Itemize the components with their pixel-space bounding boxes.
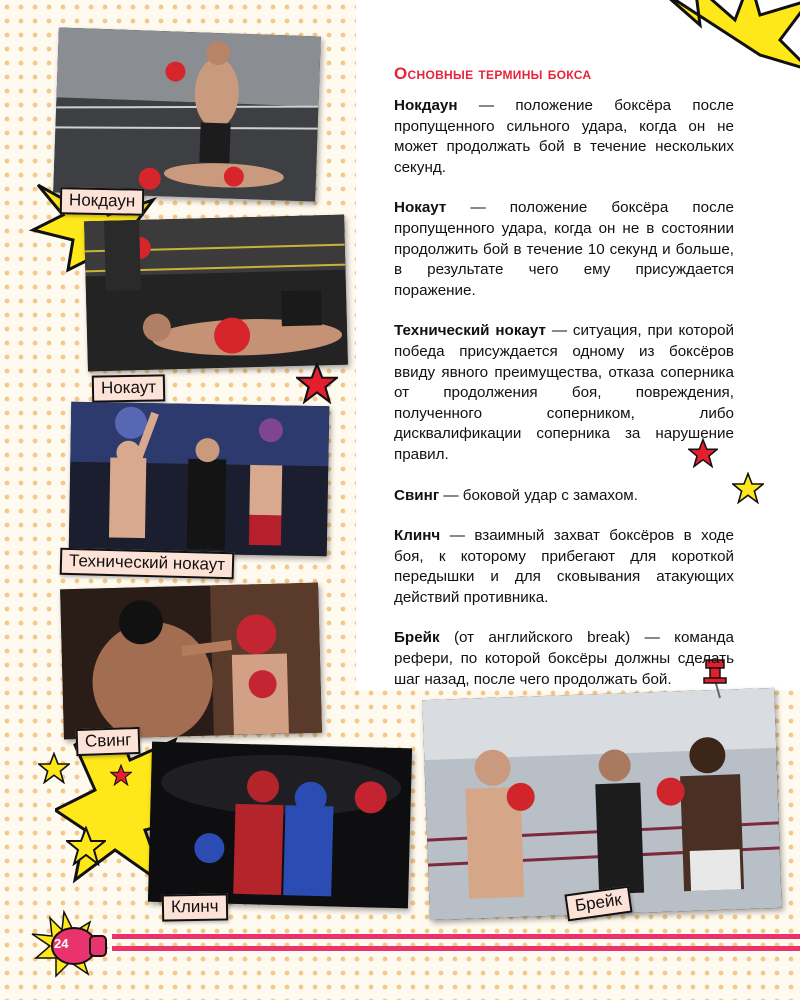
term-title: Клинч (394, 527, 441, 545)
caption-knockout: Нокаут (92, 374, 166, 402)
term-definition: — ситуация, при которой победа присуждается одному из боксёров ввиду явного преимущества, отказа соперника от продолжения боя, повреждения, полученного соперником, либо дисквалификации соперника за нарушение правил. (394, 322, 734, 463)
caption-swing: Свинг (76, 727, 141, 756)
term-break (394, 628, 734, 690)
term-definition: (от английского break) — команда рефери, по которой боксёры должны сделать шаг назад, после чего продолжать бой. (394, 629, 734, 688)
caption-break: Брейк (564, 886, 632, 922)
term-knockout (394, 198, 734, 301)
boxing-glove-icon (30, 908, 120, 978)
section-heading: Основные термины бокса (394, 64, 592, 83)
photo-knockout (84, 215, 348, 372)
caption-knockdown: Нокдаун (60, 187, 145, 215)
term-title: Нокдаун (394, 97, 458, 114)
star-icon (296, 362, 338, 404)
term-title: Нокаут (394, 199, 447, 217)
term-title: Технический нокаут (394, 322, 546, 340)
term-clinch (394, 526, 734, 608)
photo-break (422, 688, 781, 920)
term-definition: — боковой удар с замахом. (439, 486, 638, 504)
term-title: Брейк (394, 629, 440, 647)
photo-knockdown (53, 27, 321, 201)
caption-technical-knockout: Технический нокаут (60, 548, 235, 580)
term-knockdown (394, 96, 734, 178)
star-icon (732, 472, 764, 504)
page-number-badge (30, 908, 120, 978)
term-swing (394, 486, 734, 507)
photo-swing (60, 583, 322, 740)
term-definition: — положение боксёра после пропущенного удара, когда он не в состоянии продолжить бой в течение 10 секунд и больше, в результате чего ему присуждается поражение. (394, 199, 734, 299)
photo-technical-knockout (69, 402, 330, 556)
photo-clinch (148, 742, 412, 909)
star-icon (110, 764, 132, 786)
term-definition: — взаимный захват боксёров в ходе боя, к которому прибегают для короткой передышки и для сковывания атакующих действий противника. (394, 527, 734, 606)
star-icon (38, 752, 70, 784)
footer-stripe (112, 934, 800, 939)
page-number: 24 (54, 936, 69, 951)
footer-stripe (112, 946, 800, 951)
term-technical-knockout (394, 321, 734, 465)
term-title: Свинг (394, 486, 440, 504)
caption-clinch: Клинч (162, 893, 228, 921)
terms-section (394, 64, 734, 710)
star-icon (66, 826, 106, 866)
term-definition: — положение боксёра после пропущенного сильного удара, когда он не может продолжать бой в течение нескольких секунд. (394, 97, 734, 176)
